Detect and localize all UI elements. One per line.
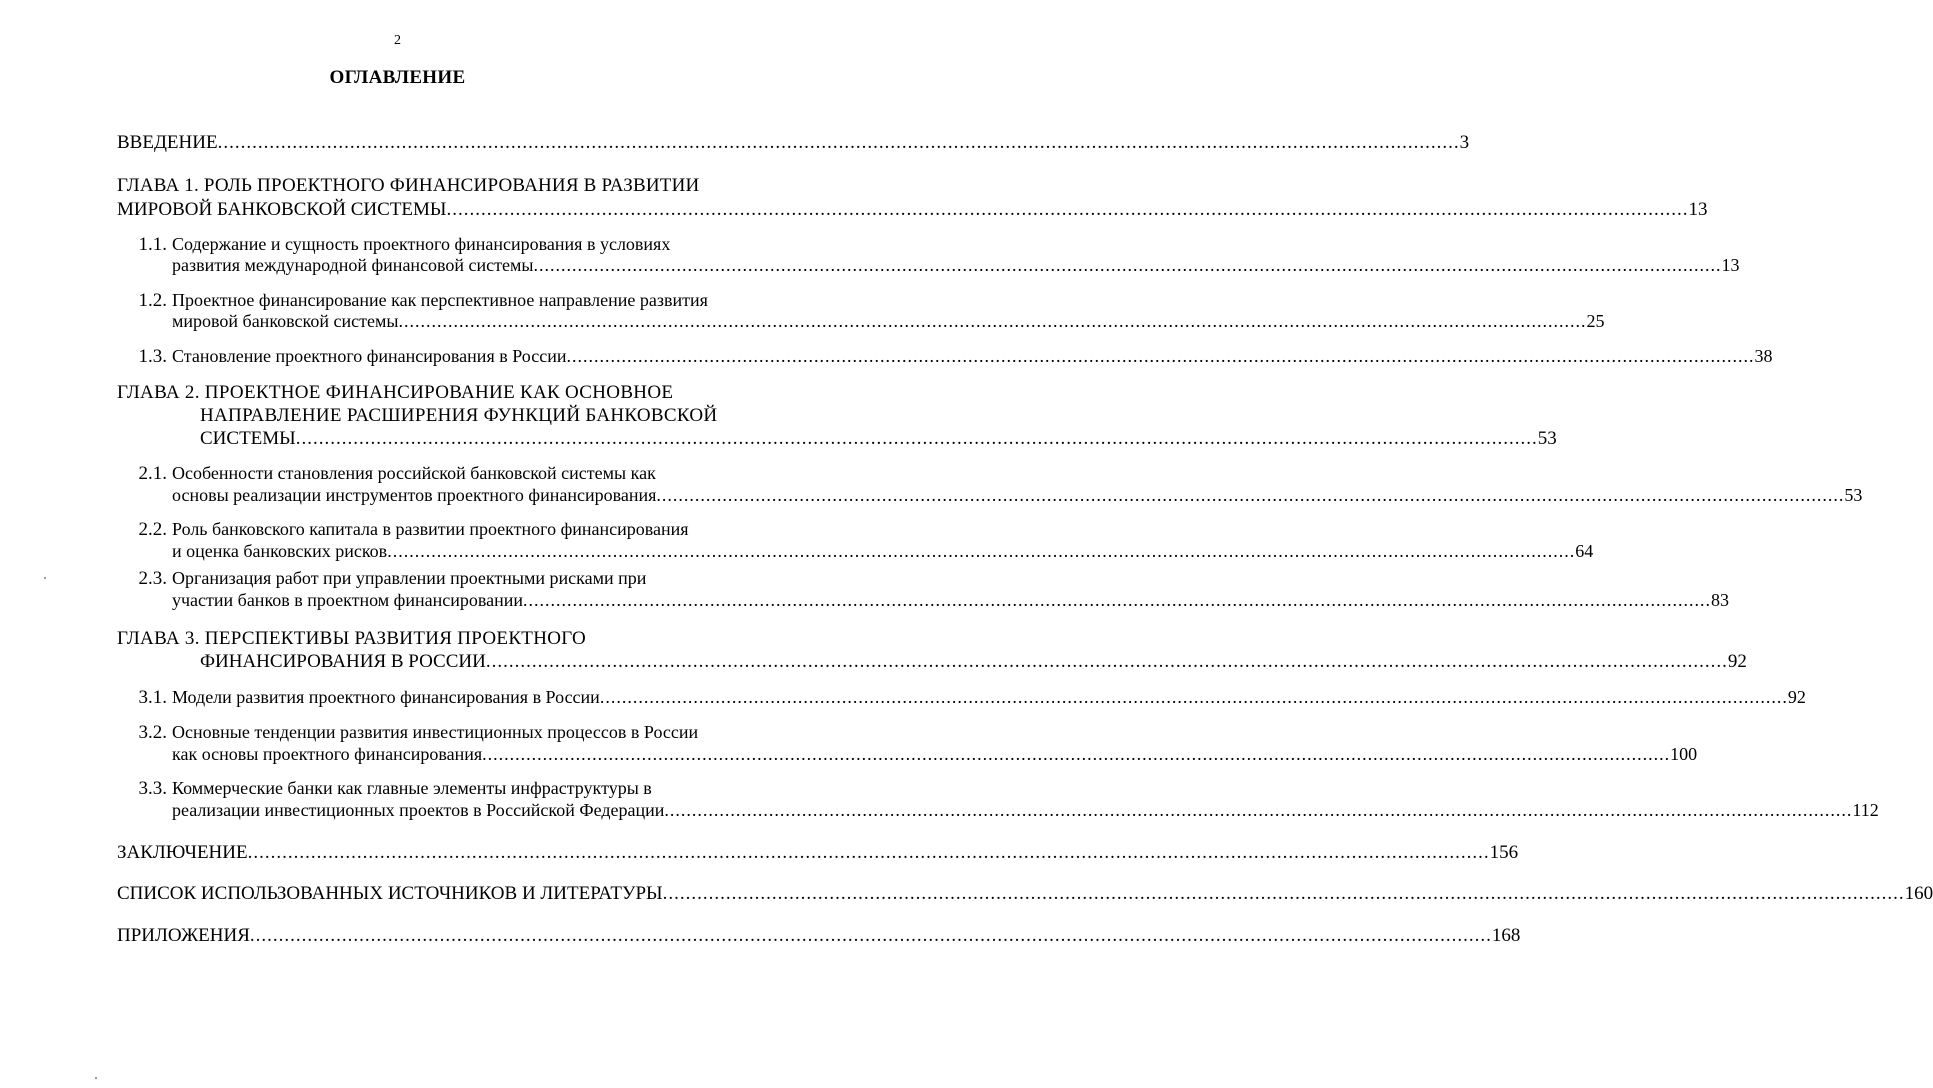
toc-page-number: 92 (1787, 687, 1806, 707)
toc-page-number: 53 (1844, 485, 1863, 505)
section-1-2-title-line[interactable]: Проектное финансирование как перспективное направление развития (172, 290, 708, 310)
toc-entry-text: СПИСОК ИСПОЛЬЗОВАННЫХ ИСТОЧНИКОВ И ЛИТЕРАТУРЫ (117, 883, 663, 904)
toc-page-number: 92 (1727, 651, 1747, 672)
toc-entry-appendix[interactable] (117, 924, 1521, 947)
section-number: 2.3. (138, 568, 167, 589)
leader-dots (447, 198, 1689, 221)
toc-page-number: 83 (1711, 590, 1729, 610)
chapter-1-title-line[interactable]: ГЛАВА 1. РОЛЬ ПРОЕКТНОГО ФИНАНСИРОВАНИЯ В РАЗВИТИИ (117, 175, 700, 196)
toc-entry-text: участии банков в проектном финансировании (172, 590, 523, 610)
leader-dots (534, 254, 1722, 277)
page-number: 2 (394, 33, 401, 48)
section-1-1-title-line[interactable]: Содержание и сущность проектного финансирования в условиях (172, 234, 671, 254)
leader-dots (218, 131, 1460, 154)
section-number: 2.2. (138, 519, 167, 540)
toc-entry-section-3-3[interactable] (172, 799, 1879, 822)
page-title: ОГЛАВЛЕНИЕ (329, 67, 466, 88)
toc-entry-text: Модели развития проектного финансирования в России (172, 687, 600, 707)
toc-page-number: 53 (1537, 428, 1557, 449)
toc-entry-section-3-2[interactable] (172, 743, 1698, 766)
section-3-2-title-line[interactable]: Основные тенденции развития инвестиционных процессов в России (172, 722, 699, 742)
toc-entry-text: реализации инвестиционных проектов в Российской Федерации (172, 800, 665, 820)
toc-entry-text: ВВЕДЕНИЕ (117, 132, 218, 153)
chapter-2-title-line[interactable]: НАПРАВЛЕНИЕ РАСШИРЕНИЯ ФУНКЦИЙ БАНКОВСКОЙ (200, 405, 718, 426)
toc-entry-chapter-1[interactable] (117, 198, 1708, 221)
section-number: 1.3. (138, 346, 167, 367)
chapter-2-title-line[interactable]: ГЛАВА 2. ПРОЕКТНОЕ ФИНАНСИРОВАНИЕ КАК ОСНОВНОЕ (117, 382, 674, 403)
leader-dots (250, 924, 1492, 947)
toc-entry-section-1-2[interactable] (172, 310, 1605, 333)
leader-dots (398, 310, 1586, 333)
section-2-2-title-line[interactable]: Роль банковского капитала в развитии проектного финансирования (172, 519, 689, 539)
toc-entry-section-1-3[interactable] (172, 345, 1773, 368)
toc-page-number: 168 (1491, 925, 1521, 946)
section-number: 2.1. (138, 463, 167, 484)
leader-dots (664, 799, 1852, 822)
toc-page-number: 156 (1489, 842, 1519, 863)
toc-entry-text: Становление проектного финансирования в России (172, 346, 567, 366)
toc-page-number: 112 (1852, 800, 1879, 820)
toc-entry-section-2-1[interactable] (172, 484, 1863, 507)
leader-dots (600, 686, 1788, 709)
toc-entry-intro[interactable] (117, 131, 1470, 154)
toc-entry-text: как основы проектного финансирования (172, 744, 483, 764)
toc-page-number: 38 (1754, 346, 1773, 366)
toc-entry-text: основы реализации инструментов проектного финансирования (172, 485, 657, 505)
section-2-1-title-line[interactable]: Особенности становления российской банковской системы как (172, 463, 656, 483)
toc-entry-chapter-3[interactable] (200, 650, 1747, 673)
toc-entry-section-2-3[interactable] (172, 589, 1729, 612)
leader-dots (566, 345, 1754, 368)
section-number: 1.1. (138, 234, 167, 255)
leader-dots (387, 540, 1575, 563)
section-number: 3.3. (138, 778, 167, 799)
section-number: 3.2. (138, 722, 167, 743)
toc-page-number: 25 (1586, 311, 1605, 331)
leader-dots (523, 589, 1711, 612)
chapter-3-title-line[interactable]: ГЛАВА 3. ПЕРСПЕКТИВЫ РАЗВИТИЯ ПРОЕКТНОГО (117, 628, 587, 649)
toc-entry-conclusion[interactable] (117, 841, 1519, 864)
toc-page-number: 3 (1459, 132, 1470, 153)
section-2-3-title-line[interactable]: Организация работ при управлении проектными рисками при (172, 568, 647, 588)
toc-entry-text: СИСТЕМЫ (200, 428, 296, 449)
toc-page-number: 100 (1670, 744, 1698, 764)
scan-speck (95, 1077, 97, 1079)
toc-entry-sources[interactable] (117, 882, 1933, 905)
toc-entry-text: ФИНАНСИРОВАНИЯ В РОССИИ (200, 651, 486, 672)
toc-entry-text: мировой банковской системы (172, 311, 399, 331)
toc-page-number: 160 (1904, 883, 1933, 904)
section-3-3-title-line[interactable]: Коммерческие банки как главные элементы инфраструктуры в (172, 778, 652, 798)
toc-entry-text: развития международной финансовой системы (172, 255, 534, 275)
toc-page-number: 64 (1575, 541, 1594, 561)
toc-entry-text: МИРОВОЙ БАНКОВСКОЙ СИСТЕМЫ (117, 199, 447, 220)
leader-dots (482, 743, 1670, 766)
leader-dots (248, 841, 1490, 864)
section-number: 3.1. (138, 687, 167, 708)
scan-speck (44, 577, 46, 579)
toc-entry-text: ЗАКЛЮЧЕНИЕ (117, 842, 248, 863)
toc-page-number: 13 (1688, 199, 1708, 220)
toc-entry-section-3-1[interactable] (172, 686, 1806, 709)
toc-entry-section-2-2[interactable] (172, 540, 1594, 563)
leader-dots (656, 484, 1844, 507)
toc-entry-text: и оценка банковских рисков (172, 541, 388, 561)
toc-page-number: 13 (1721, 255, 1740, 275)
toc-entry-section-1-1[interactable] (172, 254, 1740, 277)
leader-dots (296, 427, 1538, 450)
toc-entry-chapter-2[interactable] (200, 427, 1557, 450)
leader-dots (663, 882, 1905, 905)
leader-dots (486, 650, 1728, 673)
section-number: 1.2. (138, 290, 167, 311)
toc-entry-text: ПРИЛОЖЕНИЯ (117, 925, 250, 946)
